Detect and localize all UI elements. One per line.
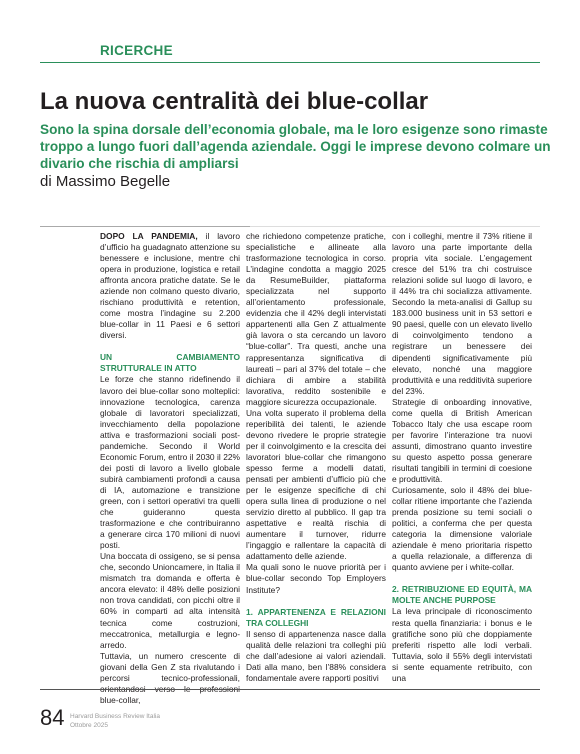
issue-date: Ottobre 2025	[70, 722, 108, 729]
paragraph	[100, 231, 240, 341]
article-subtitle: Sono la spina dorsale dell’economia globale, ma le loro esigenze sono rimaste troppo a lungo fuori dall’agenda aziendale. Oggi le imprese devono colmare un divario che rischia di ampliarsi	[40, 122, 551, 171]
paragraph: Strategie di onboarding innovative, come quella di British American Tobacco Italy che usa escape room per favorire l’interazione tra nuovi assunti, dimostrano quanto investire su questo aspetto possa generare risultati tangibili in termini di coesione e produttività.	[392, 396, 532, 485]
column-2	[246, 231, 386, 684]
footer-rule	[40, 689, 540, 690]
publication-info	[70, 712, 160, 730]
publication-name: Harvard Business Review Italia	[70, 713, 160, 720]
section-heading: 2. RETRIBUZIONE ED EQUITÀ, MA MOLTE ANCHE PURPOSE	[392, 584, 532, 606]
paragraph: La leva principale di riconoscimento resta quella finanziaria: i bonus e le gratifiche sono più che doppiamente preferiti rispetto alle lodi verbali. Tuttavia, solo il 55% degli intervistati si sente equamente retribuito, con una	[392, 606, 532, 683]
section-heading: UN CAMBIAMENTO STRUTTURALE IN ATTO	[100, 352, 240, 374]
page-number: 84	[40, 705, 65, 730]
article-title: La nuova centralità dei blue-collar	[40, 88, 429, 115]
paragraph-text: il lavoro d’ufficio ha guadagnato attenzione su benessere e inclusione, mentre chi opera in produzione, logistica e retail affronta ancora pratiche datate. Se le aziende non colmano questo divario, rischiano produttività e retention, come mostra l’indagine su 2.200 blue-collar in 11 Paesi e 6 settori diversi.	[100, 231, 241, 341]
paragraph: Una volta superato il problema della reperibilità dei talenti, le aziende devono rivedere le proprie strategie per il coinvolgimento e la crescita dei lavoratori blue-collar che rimangono spesso ferme a modelli datati, pensati per ambienti d’ufficio più che per le esigenze specifiche di chi opera sulla linea di produzione o nel servizio diretto al pubblico. Il gap tra aspettative e realtà rischia di aumentare il turnover, ridurre l’ingaggio e rallentare la capacità di adattamento delle aziende.	[246, 407, 386, 562]
byline: di Massimo Begelle	[40, 173, 171, 190]
lead-in: DOPO LA PANDEMIA,	[100, 231, 198, 241]
section-heading: 1. APPARTENENZA E RELAZIONI TRA COLLEGHI	[246, 606, 386, 628]
paragraph: Una boccata di ossigeno, se si pensa che, secondo Unioncamere, in Italia il mismatch tra domanda e offerta è ancora elevato: il 48% delle posizioni non trova candidati, con picchi oltre il 60% in comparti ad alta intensità tecnica come costruzioni, meccatronica, metallurgia e legno-arredo.	[100, 551, 240, 650]
paragraph: Ma quali sono le nuove priorità per i blue-collar secondo Top Employers Institute?	[246, 562, 386, 595]
column-1	[100, 231, 240, 706]
column-3	[392, 231, 532, 684]
paragraph: Le forze che stanno ridefinendo il lavoro dei blue-collar sono molteplici: innovazione tecnologica, carenza globale di lavoratori specializzati, invecchiamento della popolazione attiva e trasformazioni sociali post-pandemiche. Secondo il World Economic Forum, entro il 2030 il 22% dei posti di lavoro a livello globale subirà cambiamenti profondi a causa di IA, automazione e transizione green, con i settori operativi tra quelli che guideranno questa trasformazione e che contribuiranno a generare circa 170 milioni di nuovi posti.	[100, 374, 240, 551]
byline-rule	[40, 226, 250, 227]
body-top-rule	[250, 226, 540, 227]
paragraph: Tuttavia, un numero crescente di giovani della Gen Z sta rivalutando i percorsi tecnico-professionali, orientandosi verso le professioni blue-collar,	[100, 650, 240, 705]
paragraph: Curiosamente, solo il 48% dei blue-collar ritiene importante che l’azienda prenda posizione su temi sociali o politici, a conferma che per questa categoria la dimensione valoriale aziendale è meno prioritaria rispetto a quella relazionale, a differenza di quanto avviene per i white-collar.	[392, 485, 532, 573]
paragraph: con i colleghi, mentre il 73% ritiene il lavoro una parte importante della propria vita sociale. L’engagement cresce del 51% tra chi costruisce relazioni solide sul luogo di lavoro, e il 44% tra chi socializza attivamente. Secondo la meta-analisi di Gallup su 183.000 business unit in 53 settori e 90 paesi, quelle con un elevato livello di coinvolgimento tendono a registrare un benessere dei dipendenti significativamente più elevato, nonché una maggiore produttività e una redditività superiore del 23%.	[392, 231, 532, 396]
header-rule	[40, 62, 540, 63]
paragraph: che richiedono competenze pratiche, specialistiche e allineate alla trasformazione tecnologica in corso. L’indagine condotta a maggio 2025 da ResumeBuilder, piattaforma specializzata nel supporto all’orientamento professionale, evidenzia che il 42% degli intervistati appartenenti alla Gen Z attualmente già lavora o sta cercando un lavoro “blue-collar”. Tra questi, anche una rappresentanza significativa di laureati – pari al 37% del totale – che dichiara di ambire a stabilità lavorativa, reddito sostenibile e maggiore sicurezza occupazionale.	[246, 231, 386, 407]
paragraph: Il senso di appartenenza nasce dalla qualità delle relazioni tra colleghi più che dall’adesione ai valori aziendali. Dati alla mano, ben l’88% considera fondamentale avere rapporti positivi	[246, 628, 386, 683]
section-label: RICERCHE	[100, 43, 173, 58]
